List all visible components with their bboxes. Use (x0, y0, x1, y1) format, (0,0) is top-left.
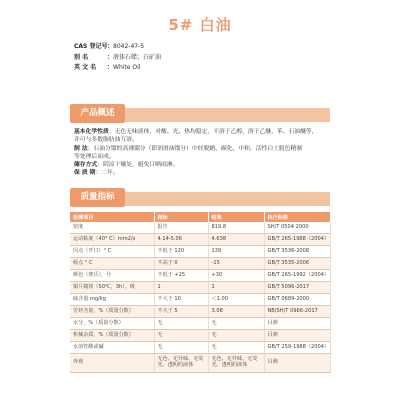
property-key: 保 质 期 (74, 170, 96, 177)
cell-spec: 不高于 0 (154, 258, 208, 270)
cell-spec: 不低于 120 (154, 246, 208, 258)
cell-result: +30 (208, 270, 264, 282)
cell-spec: 无色、无异味、无荧光、透明的液体 (154, 354, 208, 373)
table-row (70, 318, 330, 330)
meta-row-alias (74, 53, 334, 64)
property-row (74, 128, 326, 136)
quality-section-band (70, 192, 330, 206)
cell-standard: SH/T 0504 2000 (264, 222, 330, 234)
overview-properties (74, 128, 326, 178)
property-value: ：阴凉干燥处，避免日晒雨淋。 (97, 162, 179, 169)
cell-item: 密度 (70, 222, 154, 234)
cell-standard: GB/T 3536-2008 (264, 246, 330, 258)
meta-colon: ： (107, 43, 114, 50)
cell-standard: GB/T 5096-2017 (264, 282, 330, 294)
property-key: 基本化学性质 (74, 129, 109, 135)
table-row (70, 342, 330, 354)
property-value: ：二年。 (95, 170, 119, 177)
property-row (74, 145, 326, 153)
cell-spec: 报告 (154, 222, 208, 234)
cell-item: 外观 (70, 354, 154, 373)
header-standard: 执行标准 (264, 212, 330, 222)
property-value: ：石油分馏的高沸馏分（即润滑油馏分）中经脱蜡、碳化、中和，活性白土脱色精制 (87, 145, 303, 152)
cell-spec: 无 (154, 330, 208, 342)
property-row (74, 153, 326, 161)
meta-colon: ： (107, 53, 114, 61)
cell-item: 芳烃含量，%（质量分数） (70, 306, 154, 318)
cell-item: 铜片腐蚀（50℃，3h），级 (70, 282, 154, 294)
meta-row-english-name (74, 63, 334, 74)
overview-section-band (70, 108, 330, 122)
property-row (74, 136, 326, 144)
cell-result: 4.638 (208, 234, 264, 246)
cell-result: 1 (208, 282, 264, 294)
cell-item: 水溶性酸或碱 (70, 342, 154, 354)
cell-item: 颜色（赛氏），号 (70, 270, 154, 282)
table-header-row (70, 212, 330, 222)
page-title: 5# 白油 (168, 16, 232, 34)
meta-row-cas (74, 42, 334, 53)
meta-key: CAS 登记号 (74, 43, 108, 50)
cell-spec: 不大于 5 (154, 306, 208, 318)
table-row (70, 246, 330, 258)
property-key: 制 法 (74, 145, 88, 152)
cell-result: 无 (208, 330, 264, 342)
meta-key: 英 文 名 (74, 64, 97, 71)
cell-standard: GB/T 259-1988（2004） (264, 342, 330, 354)
cell-standard: GB/T 3535-2006 (264, 258, 330, 270)
cell-spec: 不低于 +25 (154, 270, 208, 282)
cell-item: 倾点 ° C (70, 258, 154, 270)
meta-value: 液体石蜡；白矿油 (113, 53, 162, 61)
cell-result: -15 (208, 258, 264, 270)
cell-spec: 无 (154, 318, 208, 330)
cell-standard: NB/SH/T 0966-2017 (264, 306, 330, 318)
cell-spec: 不大于 10 (154, 294, 208, 306)
table-row (70, 330, 330, 342)
cell-result: 139 (208, 246, 264, 258)
table-row (70, 258, 330, 270)
cell-standard: GB/T 265-1988（2004） (264, 234, 330, 246)
table-row (70, 282, 330, 294)
meta-key: 别 名 (74, 53, 89, 61)
table-row (70, 234, 330, 246)
table-row (70, 306, 330, 318)
cell-item: 水分，%（质量分数） (70, 318, 154, 330)
cell-result: 无 (208, 342, 264, 354)
cell-item: 运动粘度（40° C）mm2/s (70, 234, 154, 246)
meta-value: 8042-47-5 (113, 43, 145, 50)
table-row (70, 354, 330, 373)
cell-item: 机械杂质，%（质量分数） (70, 330, 154, 342)
header-result: 结果 (208, 212, 264, 222)
meta-block (74, 42, 334, 74)
property-row (74, 169, 326, 177)
cell-spec: 1 (154, 282, 208, 294)
quality-section-label: 质量指标 (70, 188, 125, 207)
cell-spec: 4.14-5.06 (154, 234, 208, 246)
table-row (70, 270, 330, 282)
property-key: 储存方式 (74, 162, 98, 169)
quality-spec-table (70, 212, 331, 373)
cell-item: 闪点（开口）° C (70, 246, 154, 258)
meta-colon: ： (107, 64, 114, 71)
cell-standard: GB/T 265-1992（2004） (264, 270, 330, 282)
cell-result: 无色、无异味、无荧光、透明的液体 (208, 354, 264, 373)
cell-standard: 目测 (264, 354, 330, 373)
cell-result: ＜1.00 (208, 294, 264, 306)
cell-spec: 无 (154, 342, 208, 354)
property-row (74, 161, 326, 169)
header-test-item: 检测项目 (70, 212, 154, 222)
property-value: 并可与多数脂肪油互溶。 (74, 137, 138, 144)
table-row (70, 222, 330, 234)
cell-result: 无 (208, 318, 264, 330)
meta-value: White Oil (113, 64, 141, 71)
property-value: ：无色无味液体，对酸、光、热均稳定，不溶于乙醇，溶于乙醚、苯、石油醚等， (108, 129, 318, 135)
overview-section-label: 产品概述 (70, 104, 125, 123)
property-value: 等处理后而成。 (74, 153, 115, 160)
header-spec: 指标 (154, 212, 208, 222)
cell-standard: 目测 (264, 330, 330, 342)
cell-result: 819.8 (208, 222, 264, 234)
cell-item: 硫含量 mg/kg (70, 294, 154, 306)
cell-standard: GB/T 0689-2000 (264, 294, 330, 306)
table-row (70, 294, 330, 306)
cell-standard: 目测 (264, 318, 330, 330)
cell-result: 3.08 (208, 306, 264, 318)
